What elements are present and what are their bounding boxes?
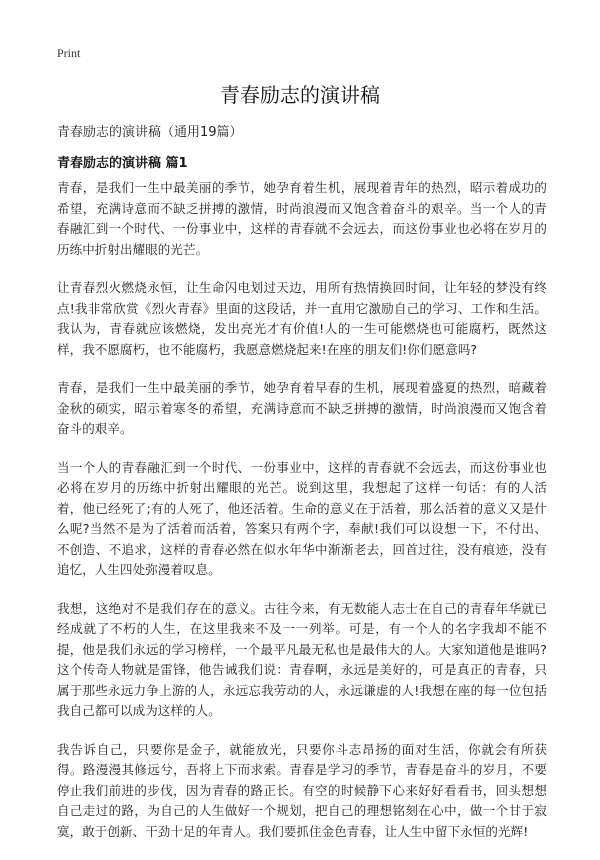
section-heading: 青春励志的演讲稿 篇1 bbox=[57, 156, 188, 171]
document-body bbox=[57, 178, 547, 860]
document-subtitle: 青春励志的演讲稿（通用19篇） bbox=[57, 125, 243, 140]
paragraph: 当一个人的青春融汇到一个时代、一份事业中，这样的青春就不会远去，而这份事业也必将在岁月的历练中折射出耀眼的光芒。说到这里，我想起了这样一句话：有的人活着，他已经死了;有的人死了，他还活着。生命的意义在于活着，那么活着的意义又是什么呢?当然不是为了活着而活着，答案只有两个字，奉献!我们可以设想一下，不付出、不创造、不追求，这样的青春必然在似水年华中渐渐老去，回首过往，没有痕迹，没有追忆，人生四处弥漫着叹息。 bbox=[57, 459, 547, 577]
paragraph: 我想，这绝对不是我们存在的意义。古往今来，有无数能人志士在自己的青春年华就已经成就了不朽的人生，在这里我来不及一一列举。可是，有一个人的名字我却不能不提，他是我们永远的学习榜样，一个最平凡最无私也是最伟大的人。大家知道他是谁吗?这个传奇人物就是雷锋，他告诫我们说：青春啊，永远是美好的，可是真正的青春，只属于那些永远力争上游的人，永远忘我劳动的人，永远谦虚的人!我想在座的每一位包括我自己都可以成为这样的人。 bbox=[57, 600, 547, 718]
print-link[interactable]: Print bbox=[57, 46, 81, 60]
paragraph: 我告诉自己，只要你是金子，就能放光，只要你斗志昂扬的面对生活，你就会有所获得。路漫漫其修远兮，吾将上下而求索。青春是学习的季节，青春是奋斗的岁月，不要停止我们前进的步伐，因为青春的路正长。有空的时候静下心来好好看看书，回头想想自己走过的路，为自己的人生做好一个规划，把自己的理想铭刻在心中，做一个甘于寂寞，敢于创新、干劲十足的年青人。我们要抓住金色青春，让人生中留下永恒的光辉! bbox=[57, 741, 547, 839]
document-title: 青春励志的演讲稿 bbox=[220, 83, 380, 107]
paragraph: 让青春烈火燃烧永恒，让生命闪电划过天边，用所有热情换回时间，让年轻的梦没有终点!我非常欣赏《烈火青春》里面的这段话，并一直用它激励自己的学习、工作和生活。我认为，青春就应该燃烧，发出亮光才有价值!人的一生可能燃烧也可能腐朽，既然这样，我不愿腐朽，也不能腐朽，我愿意燃烧起来!在座的朋友们!你们愿意吗? bbox=[57, 280, 547, 357]
paragraph: 青春，是我们一生中最美丽的季节，她孕育着早春的生机，展现着盛夏的热烈，暗藏着金秋的硕实，昭示着寒冬的希望，充满诗意而不缺乏拼搏的激情，时尚浪漫而又饱含着奋斗的艰辛。 bbox=[57, 380, 547, 436]
paragraph: 青春，是我们一生中最美丽的季节，她孕育着生机，展现着青年的热烈，昭示着成功的希望，充满诗意而不缺乏拼搏的激情，时尚浪漫而又饱含着奋斗的艰辛。当一个人的青春融汇到一个时代、一份事业中，这样的青春就不会远去，而这份事业也必将在岁月的历练中折射出耀眼的光芒。 bbox=[57, 180, 547, 257]
